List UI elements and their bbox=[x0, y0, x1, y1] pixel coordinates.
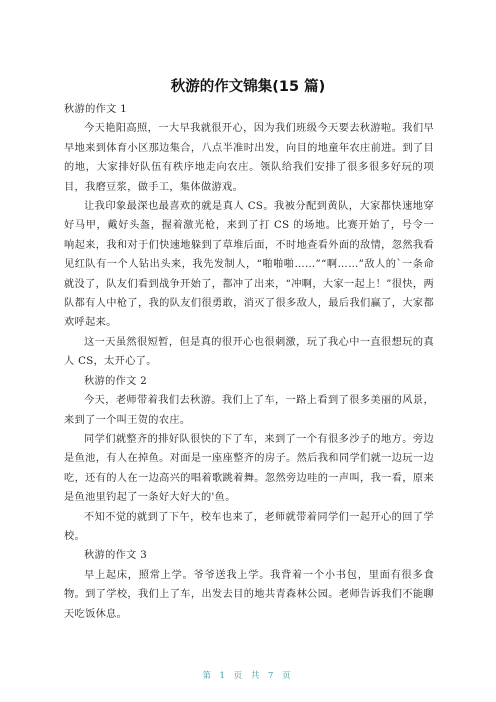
paragraph: 不知不觉的就到了下午，校车也来了，老师就带着同学们一起开心的回了学校。 bbox=[64, 511, 434, 542]
document-title: 秋游的作文锦集(15 篇) bbox=[170, 79, 326, 95]
section-heading-3: 秋游的作文 3 bbox=[84, 550, 148, 562]
paragraph: 同学们就整齐的排好队很快的下了车，来到了一个有很多沙子的地方。旁边是鱼池，有人在掉鱼。对面是一座座整齐的房子。然后我和同学们就一边玩一边吃，还有的人在一边高兴的唱着歌跳着舞。忽然旁边哇的一声叫，我一看，原来是鱼池里钓起了一条好大好大的'鱼。 bbox=[64, 433, 434, 504]
paragraph: 今天，老师带着我们去秋游。我们上了车，一路上看到了很多美丽的风景，来到了一个叫王贺的农庄。 bbox=[64, 395, 434, 426]
paragraph: 今天艳阳高照，一大早我就很开心，因为我们班级今天要去秋游啦。我们早早地来到体育小区那边集合，八点半准时出发，向目的地童年农庄前进。到了目的地，大家排好队伍有秩序地走向农庄。领队给我们安排了很多很多好玩的项目，我磨豆浆，做手工，集体做游戏。 bbox=[64, 123, 434, 193]
section-heading-2: 秋游的作文 2 bbox=[84, 375, 148, 387]
paragraph: 让我印象最深也最喜欢的就是真人 CS。我被分配到黄队，大家都快速地穿好马甲，戴好头盔，握着激光枪，来到了打 CS 的场地。比赛开始了，号令一响起来，我和对于们快速地躲到了草堆后面，不时地查看外面的敌情，忽然我看见红队有一个人钻出头来，我先发制人，“啪啪啪……”“啊……”敌人的`一条命就没了，队友们看到战争开始了，都冲了出来，“冲啊，大家一起上！”很快，两队都有人中枪了，我的队友们很勇敢，消灭了很多敌人，最后我们赢了，大家都欢呼起来。 bbox=[64, 201, 434, 329]
page-number-footer: 第 1 页 共 7 页 bbox=[202, 671, 294, 681]
document-body bbox=[64, 100, 434, 624]
section-heading-1: 秋游的作文 1 bbox=[64, 104, 128, 115]
paragraph: 早上起床，照常上学。爷爷送我上学。我背着一个小书包，里面有很多食物。到了学校，我们上了车，出发去目的地共青森林公园。老师告诉我们不能聊天吃饭休息。 bbox=[64, 569, 434, 620]
paragraph: 这一天虽然很短暂，但是真的很开心也很刺激，玩了我心中一直很想玩的真人 CS，太开心了。 bbox=[64, 336, 434, 368]
